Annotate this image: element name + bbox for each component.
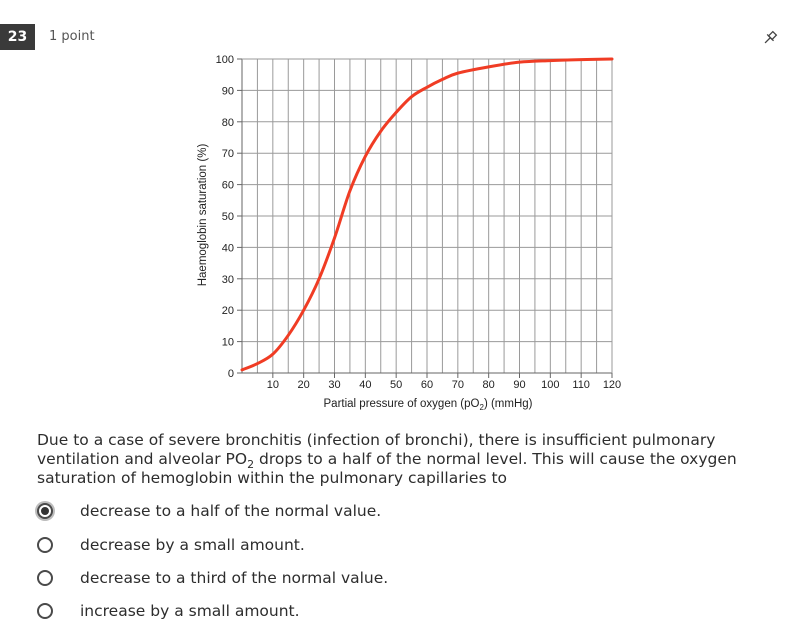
answer-option-label: decrease by a small amount. — [80, 536, 305, 554]
pushpin-icon — [762, 30, 778, 46]
x-tick-label: 120 — [602, 379, 622, 391]
x-tick-label: 20 — [297, 379, 310, 391]
oxygen-dissociation-chart — [180, 45, 640, 419]
chart-grid — [242, 59, 612, 373]
x-tick-label: 30 — [328, 379, 341, 391]
x-axis-ticks — [267, 373, 621, 391]
x-tick-label: 10 — [266, 379, 279, 391]
y-tick-label: 70 — [221, 148, 234, 161]
y-axis-label: Haemoglobin saturation (%) — [197, 143, 209, 287]
y-tick-label: 30 — [221, 273, 234, 286]
answer-option-label: increase by a small amount. — [80, 602, 300, 620]
question-text: Due to a case of severe bronchitis (infection of bronchi), there is insufficient pulmonary ventilation and alveolar $PO_2$ drops to a half of the normal level. This will cause the oxygen saturation of hemoglobin within the pulmonary capillaries to — [37, 431, 737, 487]
x-tick-label: 50 — [390, 379, 403, 391]
x-tick-label: 70 — [451, 379, 464, 391]
chart-svg — [180, 45, 640, 415]
x-tick-label: 100 — [541, 379, 560, 391]
y-tick-label: 20 — [221, 305, 234, 318]
question-points: 1 point — [49, 29, 95, 44]
answer-option-4[interactable] — [37, 599, 437, 623]
answer-option-label: decrease to a half of the normal value. — [80, 502, 382, 520]
y-tick-label: 60 — [221, 179, 234, 192]
answer-option-3[interactable] — [37, 566, 437, 590]
radio-button[interactable] — [37, 570, 53, 586]
question-number-badge: 23 — [0, 24, 35, 50]
y-tick-label: 80 — [221, 116, 234, 129]
x-axis-label: Partial pressure of oxygen $(pO_2)$ (mmHg) — [323, 398, 533, 412]
radio-button[interactable] — [37, 603, 53, 619]
y-tick-label: 50 — [221, 211, 234, 223]
radio-button-selected[interactable] — [37, 503, 53, 519]
y-tick-label: 40 — [221, 242, 234, 255]
y-tick-label: 10 — [221, 336, 234, 349]
answer-option-label: decrease to a third of the normal value. — [80, 569, 389, 587]
x-tick-label: 60 — [420, 379, 434, 391]
radio-button[interactable] — [37, 537, 53, 553]
y-tick-label: 100 — [215, 54, 234, 66]
y-axis-ticks — [216, 54, 242, 380]
x-tick-label: 90 — [513, 379, 526, 391]
answer-option-2[interactable] — [37, 533, 437, 557]
y-tick-label: 0 — [227, 368, 234, 380]
x-tick-label: 110 — [572, 379, 590, 391]
answer-option-1[interactable] — [37, 499, 437, 523]
x-tick-label: 80 — [482, 379, 495, 391]
pin-button[interactable] — [757, 26, 783, 50]
y-tick-label: 90 — [221, 85, 234, 98]
x-tick-label: 40 — [359, 379, 372, 391]
